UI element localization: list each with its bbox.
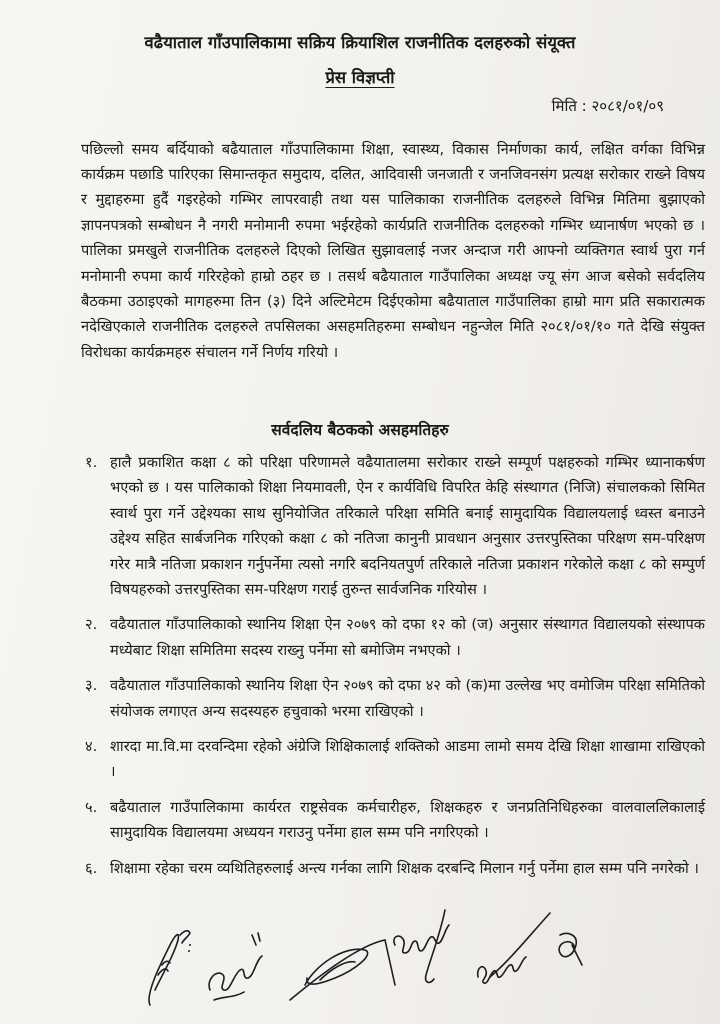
press-release-label: प्रेस विज्ञप्ती: [325, 68, 395, 87]
item-text: शारदा मा.वि.मा दरवन्दिमा रहेको अंग्रेजि शिक्षिकालाई शक्तिको आडमा लामो समय देखि शिक्षा शाखामा राखिएको ।: [110, 738, 705, 781]
item-number: ६.: [85, 859, 98, 877]
list-item: [85, 856, 705, 881]
signature-5: [478, 913, 550, 983]
signatures-area: [140, 905, 600, 1015]
list-item: [85, 734, 705, 785]
item-text: शिक्षामा रहेका चरम व्यथितिहरुलाई अन्त्य गर्नका लागि शिक्षक दरबन्दि मिलान गर्नु पर्नेमा हाल सम्म पनि नगरेको ।: [110, 859, 699, 877]
document-title: वढैयाताल गाँउपालिकामा सक्रिय क्रियाशिल राजनीतिक दलहरुको संयूक्त: [144, 33, 576, 52]
signature-6: [559, 933, 582, 965]
signature-4: [394, 910, 449, 982]
item-text: वढैयाताल गाँउपालिकाको स्थानिय शिक्षा ऐन २०७९ को दफा १२ को (ज) अनुसार संस्थागत विद्यालयको संस्थापक मध्येबाट शिक्षा समितिमा सदस्य राख्नु पर्नेमा सो बमोजिम नभएको ।: [110, 616, 705, 659]
item-text: वढैयाताल गाँउपालिकाको स्थानिय शिक्षा ऐन २०७९ को दफा ४२ को (क)मा उल्लेख भए वमोजिम परिक्षा समितिको संयोजक लगाएत अन्य सदस्यहरु हचुवाको भरमा राखिएको ।: [110, 677, 705, 720]
list-item: [85, 612, 705, 663]
document-subtitle: [0, 65, 720, 88]
item-text: बढैयाताल गाउँपालिकामा कार्यरत राष्ट्रसेवक कर्मचारीहरु, शिक्षकहरु र जनप्रतिनिधिहरुका वालवाललिकालाई सामुदायिक विद्यालयमा अध्ययन गराउनु पर्नेमा हाल सम्म पनि नगरिएको ।: [110, 798, 705, 842]
intro-paragraph: पछिल्लो समय बर्दियाको बढैयाताल गाँउपालिकामा शिक्षा, स्वास्थ्य, विकास निर्माणका कार्य, लक्षित वर्गका विभिन्न कार्यक्रम पछाडि पारिएका सिमान्तकृत समुदाय, दलित, आदिवासी जनजाती र जनजिवनसंग प्रत्यक्ष सरोकार राख्ने विषय र मुद्दाहरुमा हुदैं गइरहेको गम्भिर लापरवाही तथा यस पालिकाका राजनीतिक दलहरुले विभिन्न मितिमा बुझाएको ज्ञापनपत्रको सम्बोधन नै नगरी मनोमानी रुपमा भईरहेको कार्यप्रति राजनीतिक दलहरुको गम्भिर ध्यानार्षण भएको छ । पालिका प्रमखुले राजनीतिक दलहरुले दिएको लिखित सुझावलाई नजर अन्दाज गरी आफ्नो व्यक्तिगत स्वार्थ पुरा गर्न मनोमानी रुपमा कार्य गरिरहेको हाम्रो ठहर छ । तसर्थ बढैयाताल गाउँपालिका अध्यक्ष ज्यू संग आज बसेको सर्वदलिय बैठकमा उठाइएको मागहरुमा तिन (३) दिने अल्टिमेटम दिईएकोमा बढैयाताल गाउँपालिका हाम्रो माग प्रति सकारात्मक नदेखिएकाले राजनीतिक दलहरुले तपसिलका असहमतिहरुमा सम्बोधन नहुन्जेल मिति २०८१/०१/१० गते देखि संयुक्त विरोधका कार्यक्रमहरु संचालन गर्ने निर्णय गरियो ।: [81, 140, 705, 361]
item-text: हालै प्रकाशित कक्षा ८ को परिक्षा परिणामले वढैयातालमा सरोकार राख्ने सम्पूर्ण पक्षहरुको गम्भिर ध्यानाकर्षण भएको छ । यस पालिकाको शिक्षा नियमावली, ऐन र कार्यविधि विपरित केहि संस्थागत (निजि) संचालकको सिमित स्वार्थ पुरा गर्ने उद्देश्यका साथ सुनियोजित तरिकाले परिक्षा समिति बनाई सामुदायिक विद्यालयलाई ध्वस्त बनाउने उद्देश्य सहित सार्बजनिक गरिएको कक्षा ८ को नतिजा कानुनी प्रावधान अनुसार उत्तरपुस्तिका परिक्षण सम-परिक्षण गरेर मात्रै नतिजा प्रकाशन गर्नुपर्नेमा त्यसो नगरि बदनियतपुर्ण तरिकाले नतिजा प्रकाशन गरेकोले कक्षा ८ को सम्पुर्ण विषयहरुको उत्तरपुस्तिका सम-परिक्षण गराई तुरुन्त सार्वजनिक गरियोस ।: [110, 454, 705, 599]
document-date: मिति : २०८१/०१/०९: [551, 97, 664, 115]
item-number: ३.: [85, 677, 98, 695]
item-number: २.: [85, 616, 98, 634]
signatures-svg: [140, 905, 600, 1015]
signature-1: [149, 931, 191, 1005]
list-item: [85, 450, 705, 602]
disagreement-list: [85, 450, 705, 891]
signature-2: [209, 933, 262, 1000]
item-number: १.: [85, 454, 98, 471]
item-number: ५.: [85, 798, 98, 816]
list-item: [85, 673, 705, 724]
list-item: [85, 795, 705, 846]
section-heading: सर्वदलिय बैठकको असहमतिहरु: [271, 421, 449, 439]
item-number: ४.: [85, 738, 98, 756]
signature-3: [290, 940, 395, 1000]
